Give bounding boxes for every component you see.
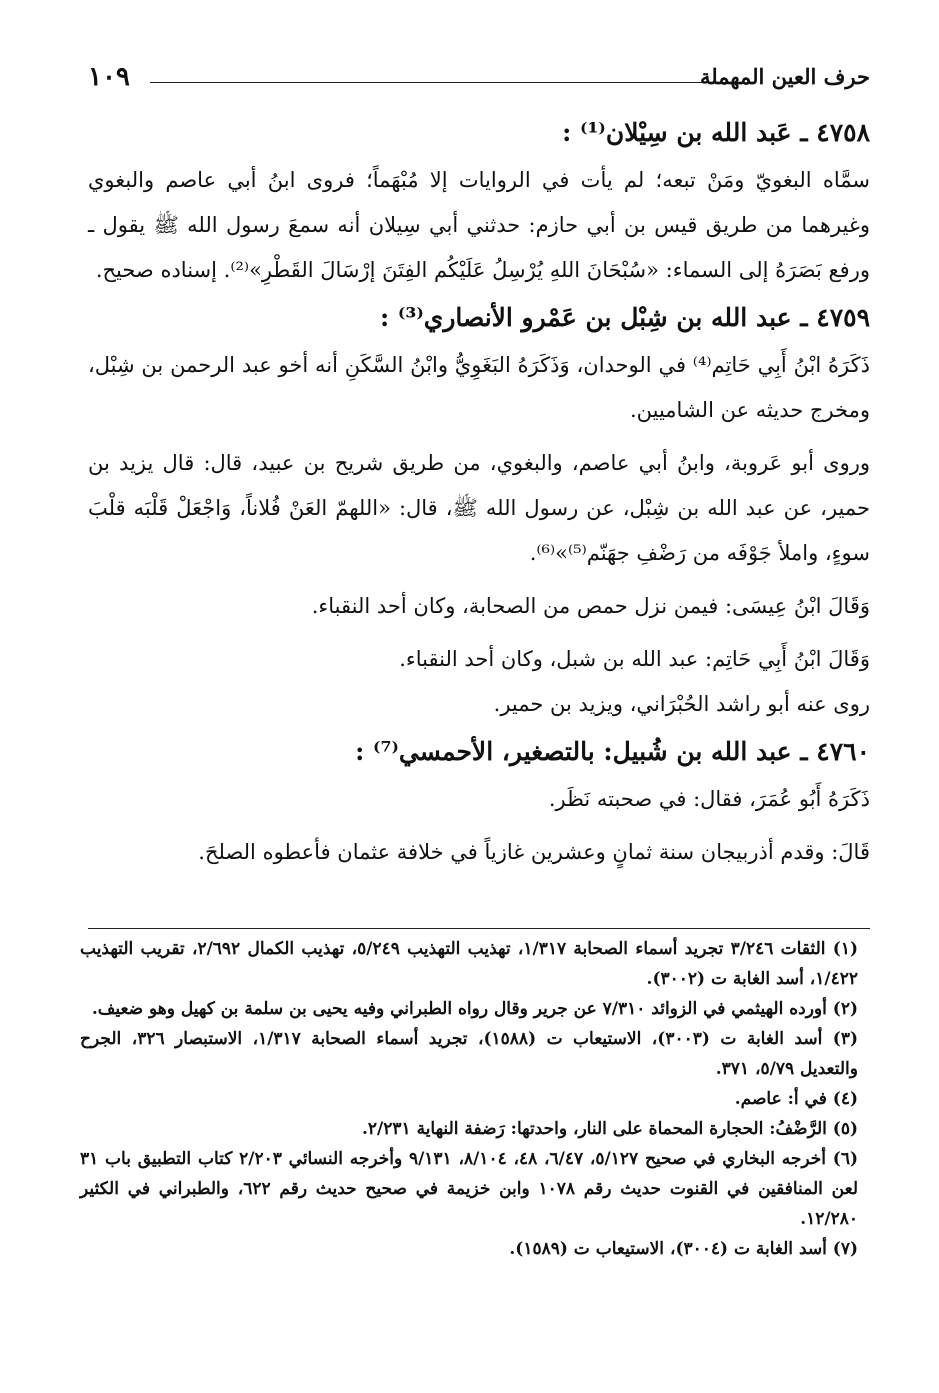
entry-title-4759: ٤٧٥٩ ـ عبد الله بن شِبْل بن عَمْرو الأنصاري⁽³⁾ : (379, 303, 870, 332)
footnote-7: (٧) أسد الغابة ت (٣٠٠٤)، الاستيعاب ت (١٥٨٩). (509, 1239, 858, 1259)
page-number: ١٠٩ (88, 62, 130, 92)
entry-paragraph: ذَكَرَهُ أَبُو عُمَرَ، فقال: في صحبته نَظَر. (548, 787, 870, 811)
entry-title-4758: ٤٧٥٨ ـ عَبد الله بن سِيْلان⁽¹⁾ : (562, 118, 870, 147)
entry-paragraph: سمَّاه البغويّ ومَنْ تبعه؛ لم يأت في الروايات إلا مُبْهَماً؛ فروى ابنُ أبي عاصم والبغوي وغيرهما من طريق قيس بن أبي حازم: حدثني أبي سِيلان أنه سمعَ رسول الله ﷺ يقول ـ ورفع بَصَرَهُ إلى السماء: «سُبْحَانَ اللهِ يُرْسِلُ عَلَيْكُم الفِتَنَ إرْسَالَ القَطْرِ»⁽²⁾. إسناده صحيح. (88, 168, 870, 282)
entry-paragraph: وَقَالَ ابْنُ عِيسَى: فيمن نزل حمص من الصحابة، وكان أحد النقباء. (311, 594, 870, 618)
footnote-1: (١) الثقات ٣/٢٤٦ تجريد أسماء الصحابة ١/٣١٧، تهذيب التهذيب ٥/٢٤٩، تهذيب الكمال ٢/٦٩٢، تقريب التهذيب ١/٤٢٢، أسد الغابة ت (٣٠٠٢). (80, 939, 858, 989)
entry-paragraph: وروى أبو عَروبة، وابنُ أبي عاصم، والبغوي، من طريق شريح بن عبيد، قال: قال يزيد بن حمير، عن عبد الله بن شِبْل، عن رسول الله ﷺ، قال: «اللهمّ العَنْ فُلاناً، وَاجْعَلْ قَلْبَه قلْبَ سوءٍ، واملأ جَوْفَه من رَضْفِ جهَنّم⁽⁵⁾»⁽⁶⁾. (88, 451, 870, 565)
footnote-4: (٤) في أ: عاصم. (734, 1089, 858, 1109)
footnote-6: (٦) أخرجه البخاري في صحيح ٥/١٢٧، ٦/٤٧، ٤٨، ٨/١٠٤، ٩/١٣١ وأخرجه النسائي ٢/٢٠٣ كتاب التطبيق باب ٣١ لعن المنافقين في القنوت حديث رقم ١٠٧٨ وابن خزيمة في صحيح حديث رقم ٦٢٢، والطبراني في الكثير ١٢/٢٨٠. (80, 1149, 859, 1229)
footnote-5: (٥) الرَّضْفُ: الحجارة المحماة على النار، واحدتها: رَضفة النهاية ٢/٢٣١. (362, 1119, 858, 1139)
entry-title-4760: ٤٧٦٠ ـ عبد الله بن شُبيل: بالتصغير، الأحمسي⁽⁷⁾ : (355, 737, 870, 766)
entry-paragraph: ذَكَرَهُ ابْنُ أَبِي حَاتِم⁽⁴⁾ في الوحدان، وَذَكَرَهُ البَغَوِيُّ وابْنُ السَّكَنِ أنه أخو عبد الرحمن بن شِبْل، ومخرج حديثه عن الشاميين. (88, 353, 870, 422)
main-text (88, 108, 870, 875)
footnote-2: (٢) أورده الهيثمي في الزوائد ٧/٣١٠ عن جرير وقال رواه الطبراني وفيه يحيى بن سلمة بن كهيل وهو ضعيف. (91, 999, 858, 1019)
entry-paragraph: روى عنه أبو راشد الحُبْرَاني، ويزيد بن حمير. (493, 692, 870, 716)
footnote-divider (88, 928, 870, 929)
running-title: حرف العين المهملة (699, 64, 870, 89)
entry-paragraph: وَقَالَ ابْنُ أَبِي حَاتِم: عبد الله بن شبل، وكان أحد النقباء. (399, 647, 870, 671)
footnote-3: (٣) أسد الغابة ت (٣٠٠٣)، الاستيعاب ت (١٥٨٨)، تجريد أسماء الصحابة ١/٣١٧، الاستبصار ٣٢٦، الجرح والتعديل ٥/٧٩، ٣٧١. (80, 1029, 858, 1079)
footnotes (80, 934, 858, 1264)
page-header (88, 60, 870, 100)
entry-paragraph: قَالَ: وقدم أذربيجان سنة ثمانٍ وعشرين غازياً في خلافة عثمان فأعطوه الصلحَ. (198, 840, 870, 864)
header-rule (150, 82, 735, 83)
